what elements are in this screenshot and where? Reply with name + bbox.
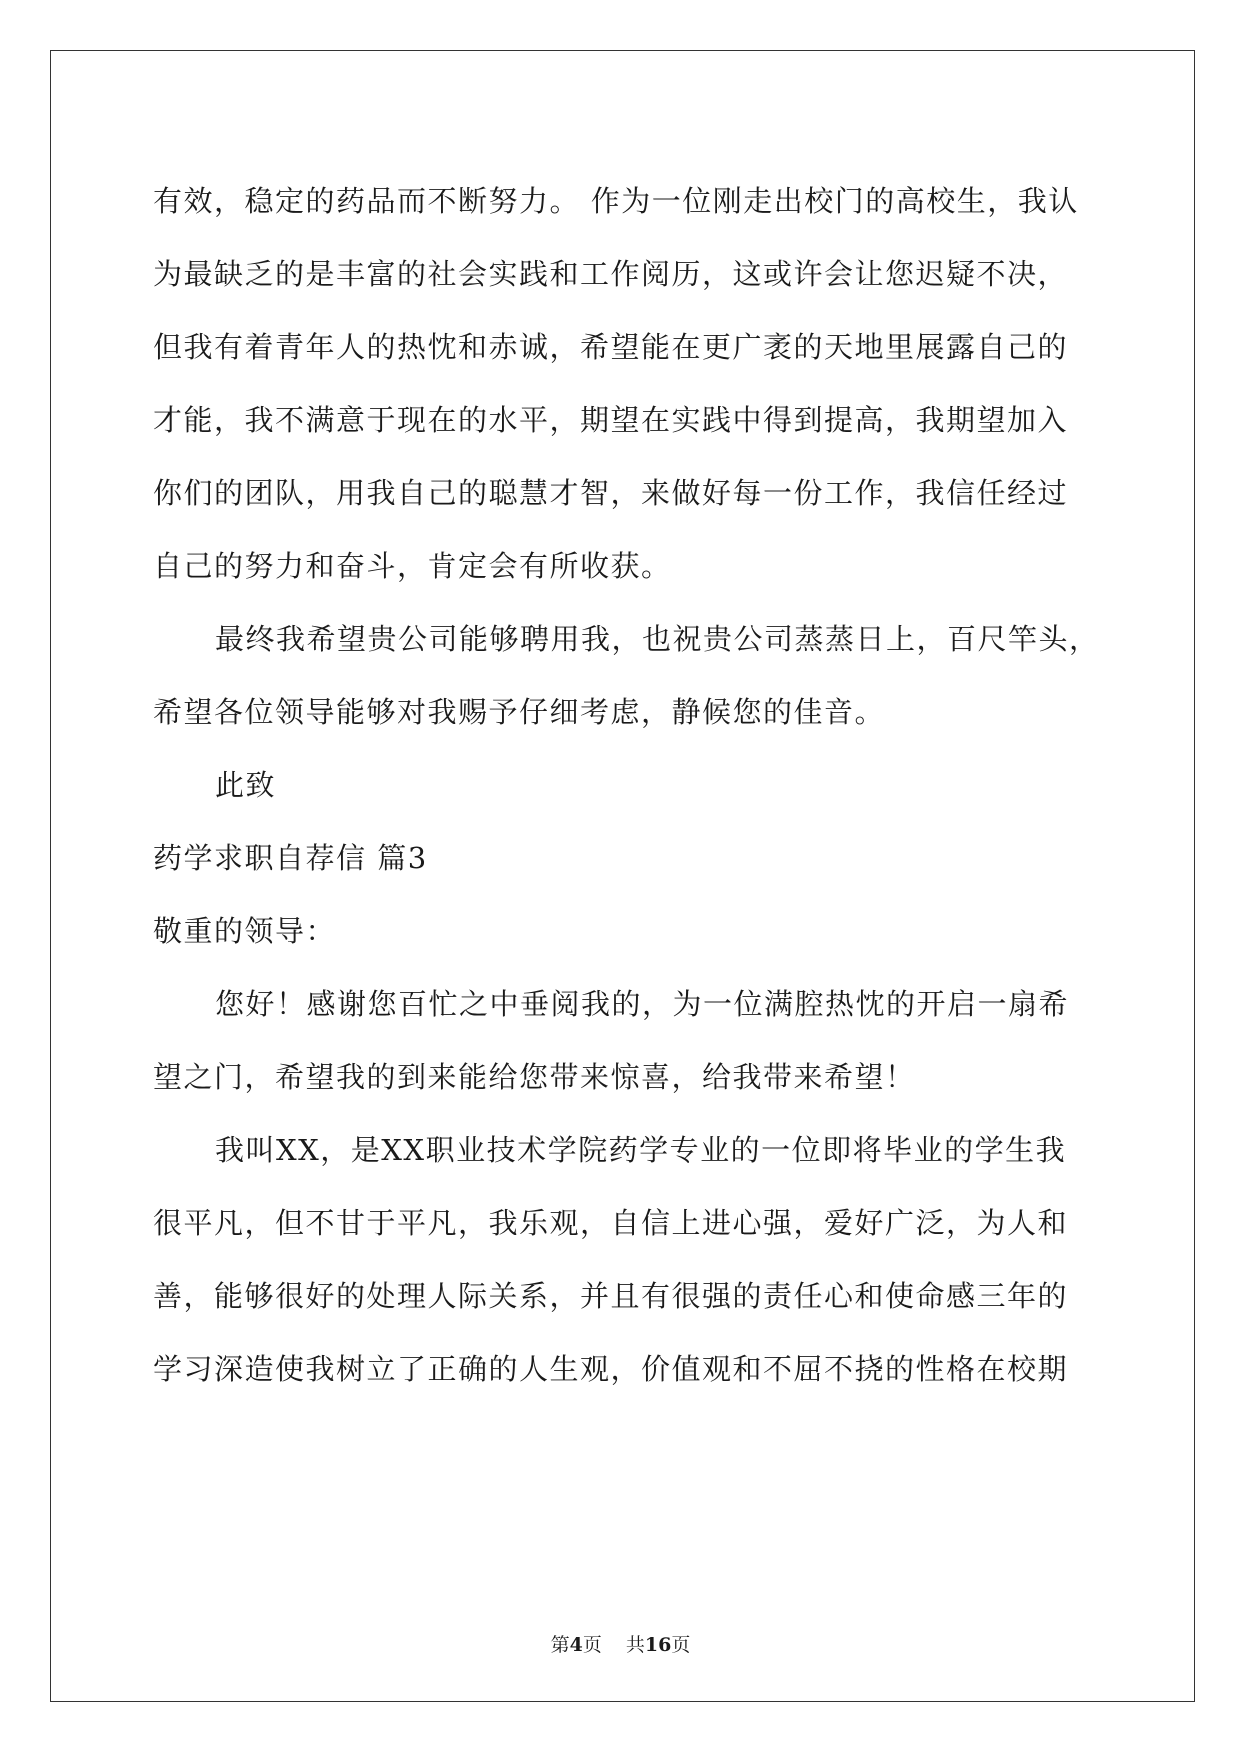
text-line: 望之门，希望我的到来能给您带来惊喜，给我带来希望！ [153, 1060, 916, 1094]
text-line: 善，能够很好的处理人际关系，并且有很强的责任心和使命感三年的 [153, 1279, 1069, 1313]
page-footer [0, 1630, 1241, 1657]
page-total: 16 [644, 1634, 672, 1656]
text-line: 有效，稳定的药品而不断努力。 作为一位刚走出校门的高校生，我认 [153, 184, 1079, 218]
section-heading: 药学求职自荐信 篇3 [153, 841, 428, 875]
text-line: 最终我希望贵公司能够聘用我，也祝贵公司蒸蒸日上，百尺竿头， [215, 622, 1100, 656]
page-current: 4 [569, 1634, 583, 1656]
text-line: 学习深造使我树立了正确的人生观，价值观和不屈不挠的性格在校期 [153, 1352, 1069, 1386]
text-line: 自己的努力和奋斗，肯定会有所收获。 [153, 549, 672, 583]
text-line: 我叫XX，是XX职业技术学院药学专业的一位即将毕业的学生我 [215, 1133, 1067, 1167]
page-prefix: 第 [550, 1634, 570, 1656]
text-line: 您好！感谢您百忙之中垂阅我的，为一位满腔热忱的开启一扇希 [215, 987, 1070, 1021]
document-body [153, 165, 1100, 1406]
text-line: 才能，我不满意于现在的水平，期望在实践中得到提高，我期望加入 [153, 403, 1069, 437]
text-line: 你们的团队，用我自己的聪慧才智，来做好每一份工作，我信任经过 [153, 476, 1069, 510]
text-line: 但我有着青年人的热忱和赤诚，希望能在更广袤的天地里展露自己的 [153, 330, 1069, 364]
page-suffix: 页 [582, 1634, 602, 1656]
text-line: 很平凡，但不甘于平凡，我乐观，自信上进心强，爱好广泛，为人和 [153, 1206, 1069, 1240]
closing-phrase: 此致 [215, 768, 277, 802]
total-prefix: 共 [625, 1634, 645, 1656]
total-suffix: 页 [671, 1634, 691, 1656]
salutation: 敬重的领导： [153, 914, 337, 948]
text-line: 希望各位领导能够对我赐予仔细考虑，静候您的佳音。 [153, 695, 886, 729]
text-line: 为最缺乏的是丰富的社会实践和工作阅历，这或许会让您迟疑不决， [153, 257, 1069, 291]
